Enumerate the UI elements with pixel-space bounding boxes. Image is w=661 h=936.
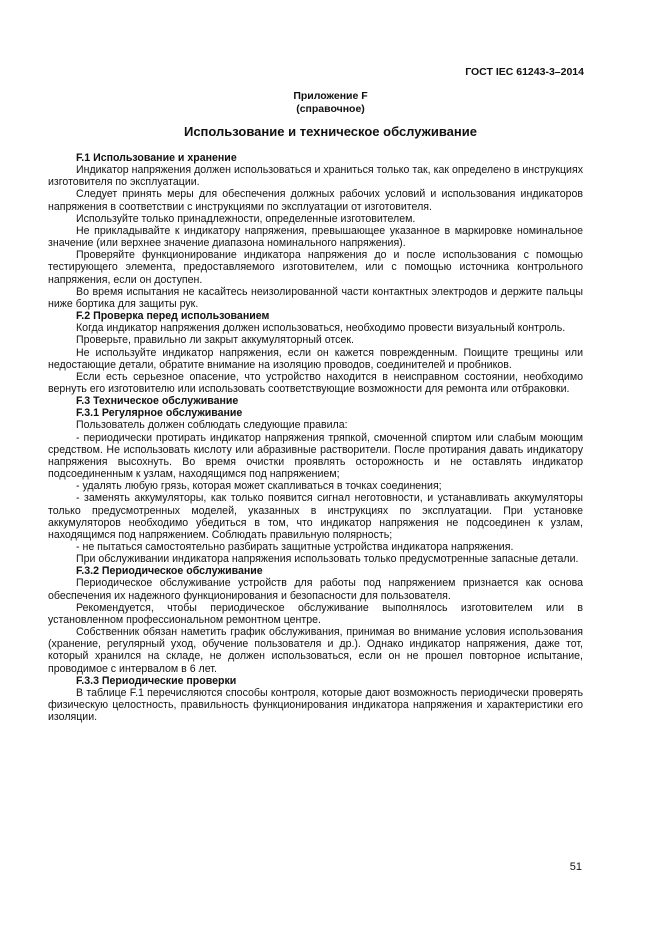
page-number: 51 xyxy=(569,861,582,873)
paragraph: Не прикладывайте к индикатору напряжения, превышающее указанное в маркировке номинальное значение (или верхнее значение диапазона номинального напряжения). xyxy=(48,224,583,250)
annex-title xyxy=(0,90,661,116)
document-body xyxy=(48,152,583,723)
section-heading-f1: F.1 Использование и хранение xyxy=(76,152,237,164)
list-item: - не пытаться самостоятельно разбирать защитные устройства индикатора напряжения. xyxy=(76,541,514,553)
document-code: ГОСТ IEC 61243-3–2014 xyxy=(465,66,584,78)
paragraph: Когда индикатор напряжения должен использоваться, необходимо провести визуальный контроль. xyxy=(76,322,566,335)
paragraph: Если есть серьезное опасение, что устройство находится в неисправном состоянии, необходимо вернуть его изготовителю или использовать соответствующие возможности для ремонта или отбраковки. xyxy=(48,370,583,395)
paragraph: Индикатор напряжения должен использоваться и храниться только так, как определено в инструкциях изготовителя по эксплуатации. xyxy=(48,164,583,189)
paragraph: При обслуживании индикатора напряжения использовать только предусмотренные запасные детали. xyxy=(76,553,579,566)
annex-type: (справочное) xyxy=(296,103,365,115)
annex-label: Приложение F xyxy=(293,90,368,102)
section-heading-f3: F.3 Техническое обслуживание xyxy=(76,395,239,408)
subsection-heading-f33: F.3.3 Периодические проверки xyxy=(76,674,237,687)
paragraph: Пользователь должен соблюдать следующие правила: xyxy=(76,419,348,432)
paragraph: В таблице F.1 перечисляются способы контроля, которые дают возможность периодически проверять физическую целостность, правильность функционирования индикатора напряжения и характеристики его изоляции. xyxy=(48,686,583,724)
paragraph: Собственник обязан наметить график обслуживания, принимая во внимание условия использования (хранение, регулярный уход, обучение пользователя и др.). Однако индикатор напряжения, даже тот, который хранился на складе, не должен использоваться, если он не прошел повторное испытание, проводимое с интервалом в 6 лет. xyxy=(48,626,583,675)
paragraph: Проверьте, правильно ли закрыт аккумуляторный отсек. xyxy=(76,334,354,347)
section-heading-f2: F.2 Проверка перед использованием xyxy=(76,310,270,323)
paragraph: Не используйте индикатор напряжения, если он кажется поврежденным. Поищите трещины или недостающие детали, обратите внимание на изоляцию проводов, соединителей и пробников. xyxy=(48,346,583,371)
list-item: - заменять аккумуляторы, как только появится сигнал неготовности, и устанавливать аккумуляторы только предусмотренных моделей, указанных в инструкциях по эксплуатации. При установке аккумуляторов необходимо убедиться в том, что индикатор напряжения не подсоединен к узлам, находящимся под напряжением. Соблюдать правильную полярность; xyxy=(48,492,583,541)
paragraph: Используйте только принадлежности, определенные изготовителем. xyxy=(76,212,416,225)
subsection-heading-f32: F.3.2 Периодическое обслуживание xyxy=(76,565,263,578)
list-item: - периодически протирать индикатор напряжения тряпкой, смоченной спиртом или слабым моющим средством. Не использовать кислоту или абразивные растворители. После протирания давать индикатору напряжения высохнуть. Во время очистки проявлять осторожность и не оставлять индикатор подсоединенным к узлам, находящимся под напряжением; xyxy=(48,431,583,481)
subsection-heading-f31: F.3.1 Регулярное обслуживание xyxy=(76,407,243,420)
paragraph: Во время испытания не касайтесь неизолированной части контактных электродов и держите пальцы ниже бортика для защиты рук. xyxy=(48,285,583,310)
paragraph: Проверяйте функционирование индикатора напряжения до и после использования с помощью тестирующего элемента, предоставляемого изготовителем, или с помощью источника контрольного напряжения, если он доступен. xyxy=(48,249,583,286)
list-item: - удалять любую грязь, которая может скапливаться в точках соединения; xyxy=(76,480,442,493)
paragraph: Следует принять меры для обеспечения должных рабочих условий и использования индикаторов напряжения в соответствии с инструкциями по эксплуатации от изготовителя. xyxy=(48,188,583,213)
paragraph: Периодическое обслуживание устройств для работы под напряжением признается как основа обеспечения их надежного функционирования и безопасности для пользователя. xyxy=(48,577,583,602)
paragraph: Рекомендуется, чтобы периодическое обслуживание выполнялось изготовителем или в установленном профессиональном ремонтном центре. xyxy=(48,601,583,626)
page-title: Использование и техническое обслуживание xyxy=(183,124,477,139)
